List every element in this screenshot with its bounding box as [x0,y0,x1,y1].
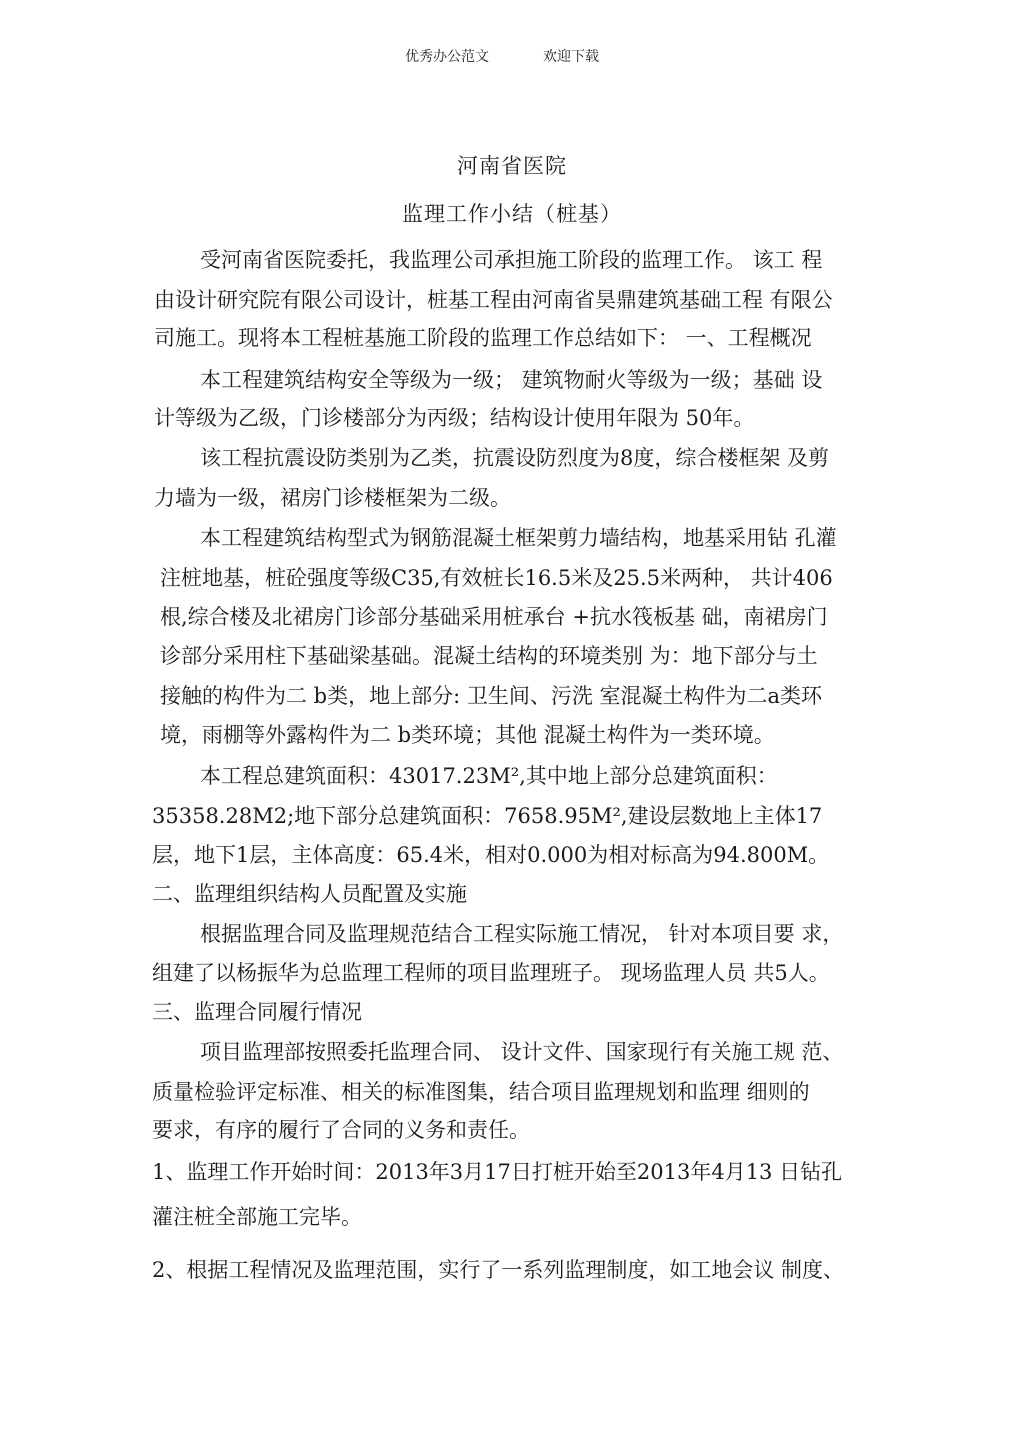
body-line: 层，地下1层，主体高度：65.4米，相对0.000为相对标高为94.800M。 [152,843,830,867]
body-line: 2、根据工程情况及监理范围，实行了一系列监理制度，如工地会议 制度、 [152,1258,845,1282]
body-line: 项目监理部按照委托监理合同、 设计文件、国家现行有关施工规 范、 [200,1040,844,1064]
body-line: 根据监理合同及监理规范结合工程实际施工情况， 针对本项目要 求， [200,922,844,946]
body-line: 该工程抗震设防类别为乙类，抗震设防烈度为8度，综合楼框架 及剪 [200,446,830,470]
body-line: 二、监理组织结构人员配置及实施 [152,882,467,906]
body-line: 接触的构件为二 b类，地上部分: 卫生间、污洗 室混凝土构件为二a类环 [160,684,823,708]
body-line: 由设计研究院有限公司设计，桩基工程由河南省昊鼎建筑基础工程 有限公 [154,288,833,312]
body-line: 根,综合楼及北裙房门诊部分基础采用桩承台 +抗水筏板基 础，南裙房门 [160,605,828,629]
page-header [0,46,1024,68]
body-line: 35358.28M2;地下部分总建筑面积：7658.95M²,建设层数地上主体17 [152,804,823,828]
body-line: 要求，有序的履行了合同的义务和责任。 [152,1118,530,1142]
body-line: 境，雨棚等外露构件为二 b类环境；其他 混凝土构件为一类环境。 [160,723,775,747]
document-title: 河南省医院 [457,154,567,178]
body-line: 三、监理合同履行情况 [152,1000,362,1024]
body-line: 灌注桩全部施工完毕。 [152,1205,362,1229]
header-right-text: 欢迎下载 [543,49,599,65]
body-line: 诊部分采用柱下基础梁基础。混凝土结构的环境类别 为：地下部分与土 [160,644,818,668]
body-line: 计等级为乙级，门诊楼部分为丙级；结构设计使用年限为 50年。 [154,406,755,430]
body-line: 本工程建筑结构安全等级为一级； 建筑物耐火等级为一级；基础 设 [200,368,823,392]
body-line: 力墙为一级，裙房门诊楼框架为二级。 [154,486,511,510]
body-line: 本工程建筑结构型式为钢筋混凝土框架剪力墙结构，地基采用钻 孔灌 [200,526,837,550]
body-line: 本工程总建筑面积：43017.23M²,其中地上部分总建筑面积： [200,764,778,788]
document-subtitle: 监理工作小结（桩基） [402,202,622,226]
body-line: 注桩地基，桩砼强度等级C35,有效桩长16.5米及25.5米两种， 共计406 [160,566,833,590]
body-line: 质量检验评定标准、相关的标准图集，结合项目监理规划和监理 细则的 [152,1080,810,1104]
body-line: 司施工。现将本工程桩基施工阶段的监理工作总结如下： 一、工程概况 [154,326,812,350]
body-line: 1、监理工作开始时间：2013年3月17日打桩开始至2013年4月13 日钻孔 [152,1160,843,1184]
body-line: 受河南省医院委托，我监理公司承担施工阶段的监理工作。 该工 程 [200,248,823,272]
header-left-text: 优秀办公范文 [405,49,489,65]
body-line: 组建了以杨振华为总监理工程师的项目监理班子。 现场监理人员 共5人。 [152,961,830,985]
